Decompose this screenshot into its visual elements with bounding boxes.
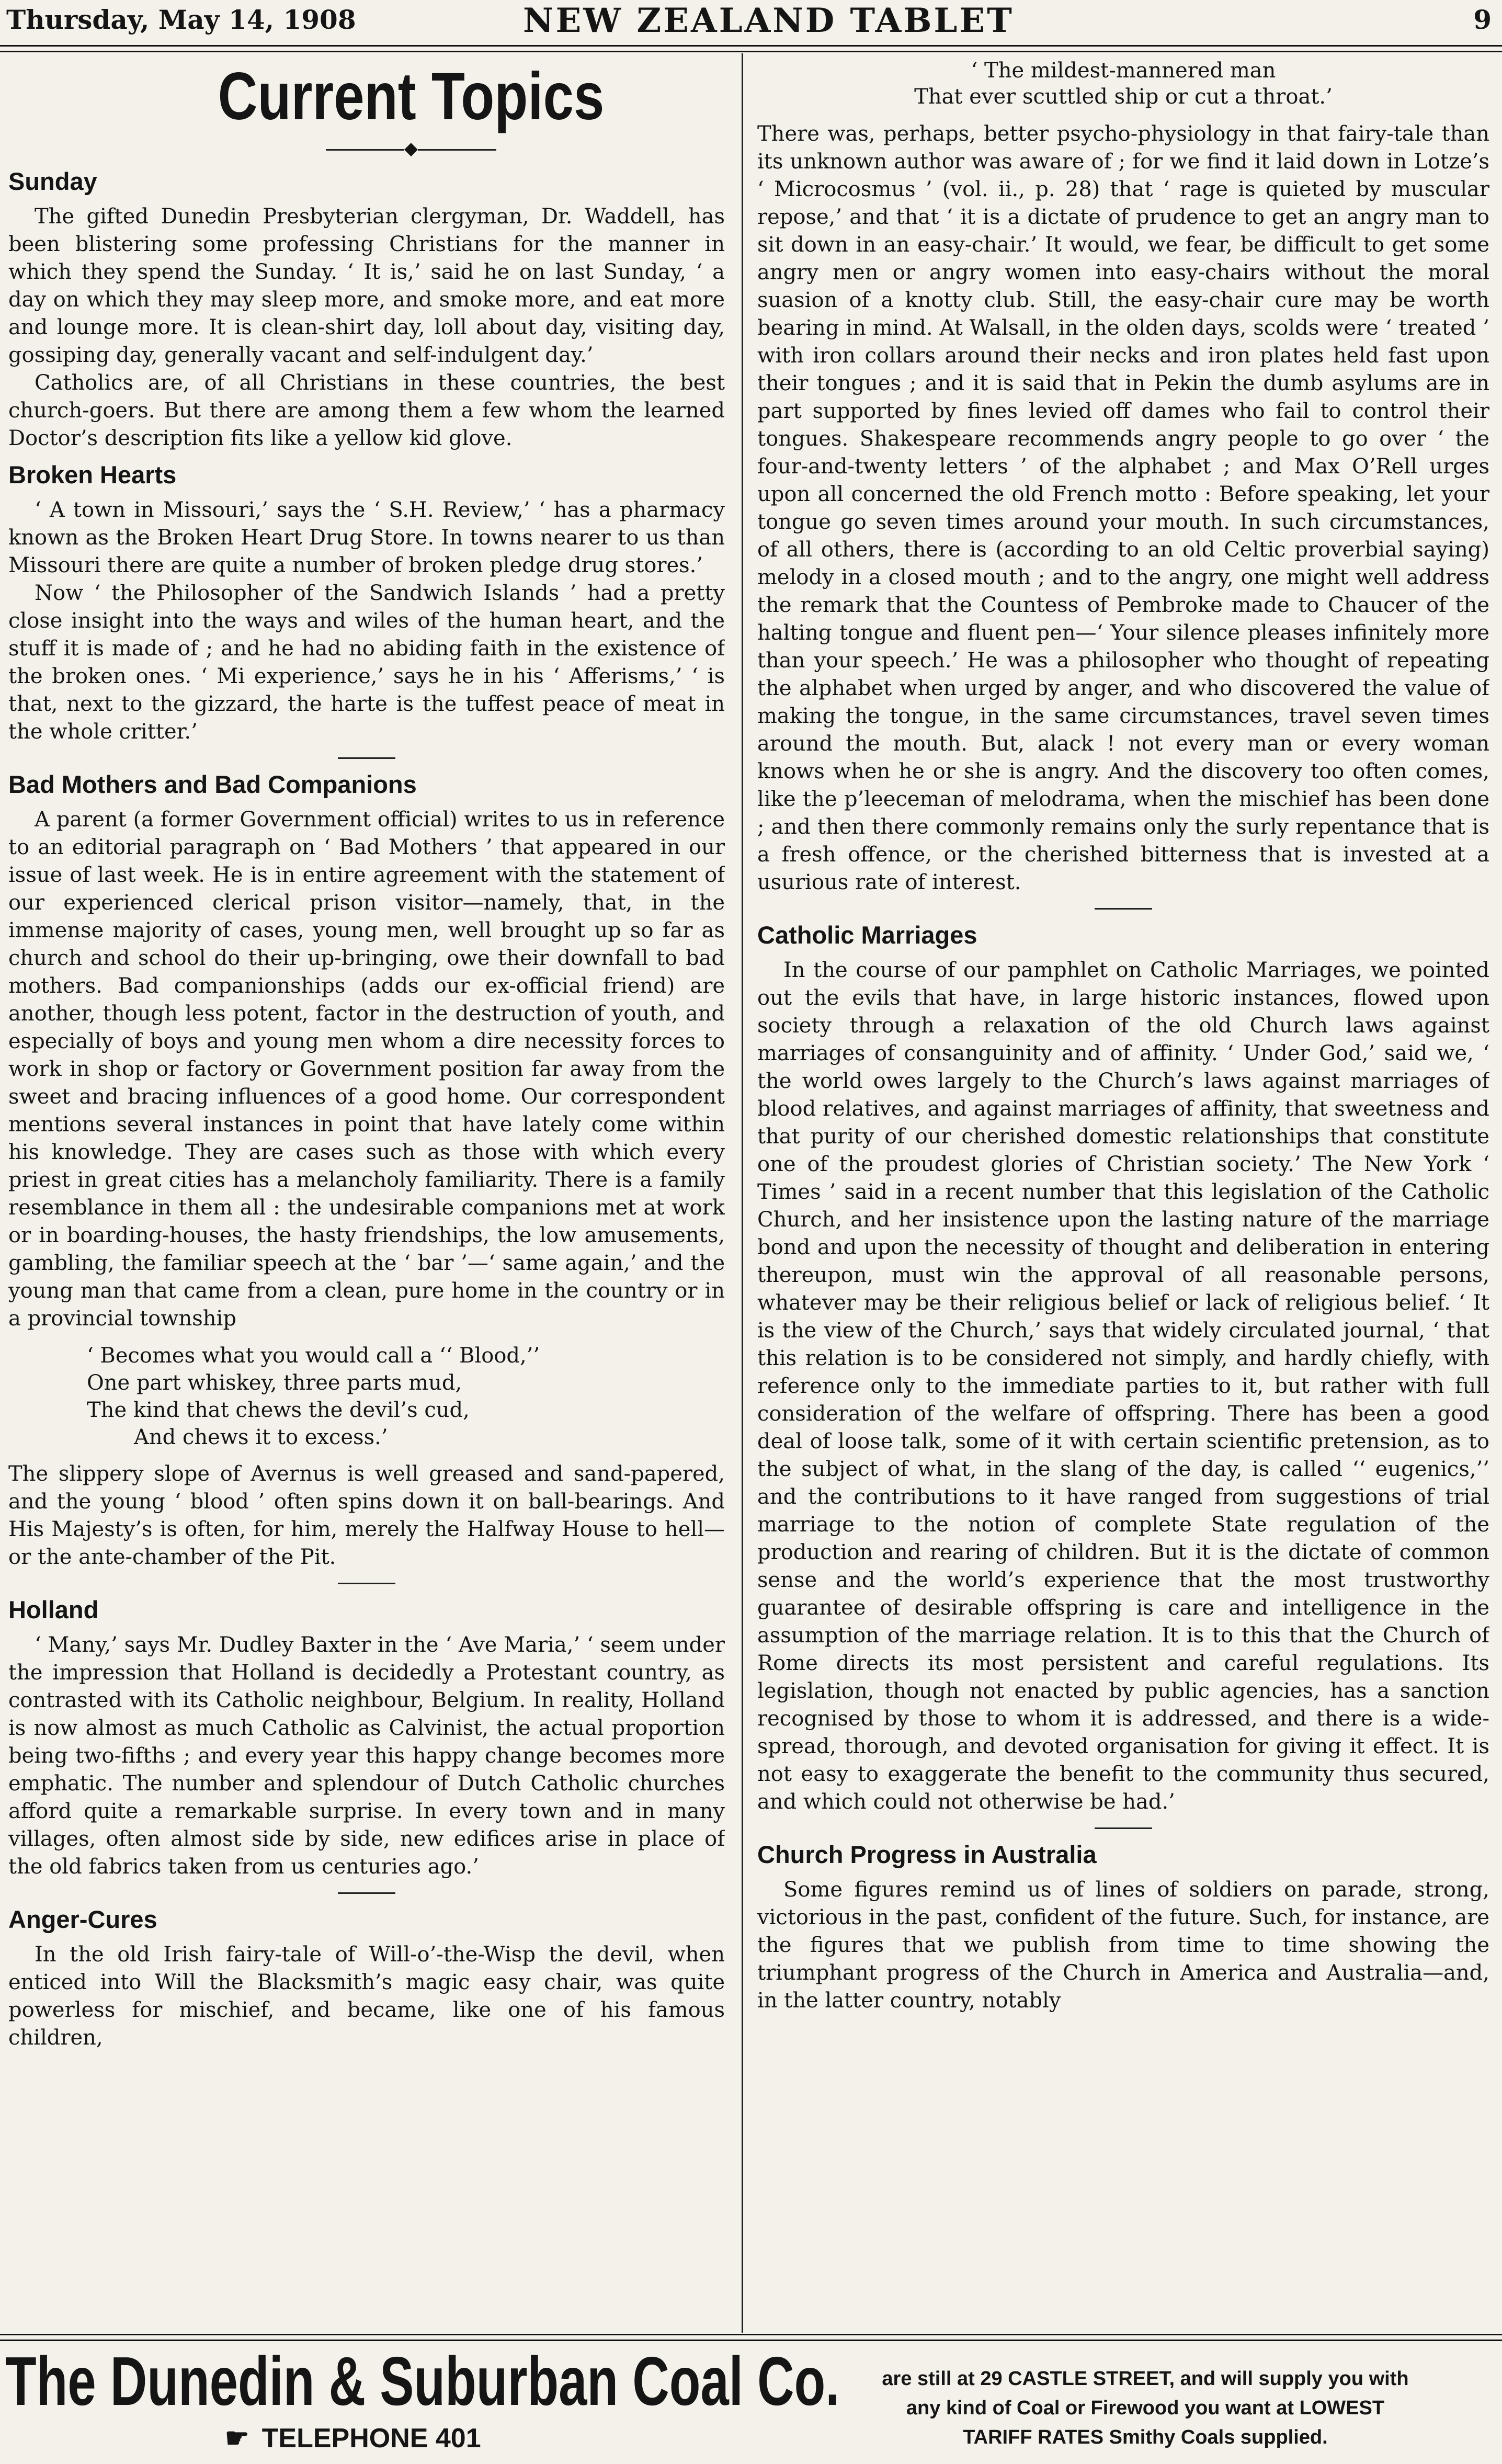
verse-line: And chews it to excess.’	[134, 1425, 388, 1449]
heading-bad-mothers: Bad Mothers and Bad Companions	[8, 770, 417, 798]
verse-line: ‘ Becomes what you would call a ‘‘ Blood,’’	[87, 1344, 540, 1368]
paragraph: ‘ A town in Missouri,’ says the ‘ S.H. Review,’ ‘ has a pharmacy known as the Broken Heart Drug Store. In towns nearer to us than Missouri there are quite a number of broken pledge drug stores.’	[8, 498, 725, 577]
verse-line: That ever scuttled ship or cut a throat.’	[914, 85, 1333, 109]
verse-quote	[757, 58, 1489, 110]
paragraph: A parent (a former Government official) writes to us in reference to an editorial paragraph on ‘ Bad Mothers ’ that appeared in our issue of last week. He is in entire agreement with the statement of our experienced clerical prison visitor—namely, that, in the immense majority of cases, young men, well brought up so far as church and school do their up-bringing, owe their downfall to bad mothers. Bad companionships (adds our ex-official friend) are another, though less potent, factor in the destruction of youth, and especially of boys and young men whom a dire necessity forces to work in shop or factory or Government position far away from the sweet and bracing influences of a good home. Our correspondent mentions several instances in point that have lately come within his knowledge. They are cases such as those with which every priest in great cities has a melancholy familiarity. There is a family resemblance in them all : the undesirable companions met at work or in boarding-houses, the hasty friendships, the low amusements, gambling, the familiar speech at the ‘ bar ’—‘ same again,’ and the young man that came from a clean, pure home in the country or in a provincial township	[8, 808, 725, 1331]
section-title: Current Topics	[218, 59, 605, 134]
paragraph: Some figures remind us of lines of soldiers on parade, strong, victorious in the past, confident of the future. Such, for instance, are the figures that we publish from time to time showing the triumphant progress of the Church in America and Australia—and, in the latter country, notably	[757, 1878, 1489, 2013]
advert-text	[805, 2364, 1485, 2452]
verse-line: The kind that chews the devil’s cud,	[87, 1398, 470, 1422]
right-column	[757, 52, 1489, 2333]
paragraph: Catholics are, of all Christians in these countries, the best church-goers. But there are among them a few whom the learned Doctor’s description fits like a yellow kid glove.	[8, 371, 725, 450]
paragraph: ‘ Many,’ says Mr. Dudley Baxter in the ‘ Ave Maria,’ ‘ seem under the impression that Holland is decidedly a Protestant country, as contrasted with its Catholic neighbour, Belgium. In reality, Holland is now almost as much Catholic as Calvinist, the actual proportion being two-fifths ; and every year this happy change becomes more emphatic. The number and splendour of Dutch Catholic churches afford quite a remarkable surprise. In every town and in many villages, often almost side by side, new edifices arise in place of the old fabrics taken from us centuries ago.’	[8, 1633, 725, 1879]
pointing-hand-icon: ☛	[225, 2423, 249, 2454]
advert-line: any kind of Coal or Firewood you want at LOWEST	[906, 2397, 1385, 2419]
paragraph: There was, perhaps, better psycho-physiology in that fairy-tale than its unknown author was aware of ; for we find it laid down in Lotze’s ‘ Microcosmus ’ (vol. ii., p. 28) that ‘ rage is quieted by muscular repose,’ and that ‘ it is a dictate of prudence to get an angry man to sit down in an easy-chair.’ It would, we fear, be difficult to get some angry men or angry women into easy-chairs without the moral suasion of a knotty club. Still, the easy-chair cure may be worth bearing in mind. At Walsall, in the olden days, scolds were ‘ treated ’ with iron collars around their necks and iron plates held fast upon their tongues ; and it is said that in Pekin the dumb asylums are in part supported by fines levied off dames who fail to control their tongues. Shakespeare recommends angry people to go over ‘ the four-and-twenty letters ’ of the alphabet ; and Max O’Rell urges upon all concerned the old French motto : Before speaking, let your tongue go seven times around your mouth. In such circumstances, of all others, there is (according to an old Celtic proverbial saying) melody in a closed mouth ; and to the angry, one might well address the remark that the Countess of Pembroke made to Chaucer of the halting tongue and fluent pen—‘ Your silence pleases infinitely more than your speech.’ He was a philosopher who thought of repeating the alphabet when urged by anger, and who discovered the value of making the tongue, in the same circumstances, travel seven times around the mouth. But, alack ! not every man or every woman knows when he or she is angry. And the discovery too often comes, like the p’leeceman of melodrama, when the mischief has been done ; and then there commonly remains only the surly repentance that is a fresh offence, or the cherished bitterness that is invested at a usurious rate of interest.	[757, 122, 1489, 894]
masthead	[0, 0, 1502, 46]
heading-sunday: Sunday	[8, 167, 97, 195]
advert-line: are still at 29 CASTLE STREET, and will supply you with	[882, 2368, 1409, 2390]
page-number: 9	[1473, 4, 1492, 35]
diamond-ornament-icon: ◆	[404, 138, 418, 159]
left-column	[8, 52, 725, 2333]
section-separator	[1095, 908, 1152, 910]
advert-line: TARIFF RATES Smithy Coals supplied.	[963, 2426, 1328, 2448]
paragraph: In the old Irish fairy-tale of Will-o’-the-Wisp the devil, when enticed into Will the Blacksmith’s magic easy chair, was quite powerless for mischief, and became, like one of his famous children,	[8, 1943, 725, 2050]
heading-catholic-marriages: Catholic Marriages	[757, 921, 977, 949]
footer-rule	[0, 2334, 1502, 2341]
verse-line: ‘ The mildest-mannered man	[971, 59, 1276, 83]
masthead-rule	[0, 45, 1502, 52]
column-divider	[742, 53, 743, 2333]
paragraph: Now ‘ the Philosopher of the Sandwich Islands ’ had a pretty close insight into the ways and wiles of the human heart, and the stuff it is made of ; and he had no abiding faith in the existence of the broken ones. ‘ Mi experience,’ says he in his ‘ Afferisms,’ ‘ is that, next to the gizzard, the harte is the tuffest peace of meat in the whole critter.’	[8, 581, 725, 744]
section-separator	[338, 1892, 395, 1894]
heading-church-progress: Church Progress in Australia	[757, 1841, 1097, 1868]
paragraph: The gifted Dunedin Presbyterian clergyman, Dr. Waddell, has been blistering some professing Christians for the manner in which they spend the Sunday. ‘ It is,’ said he on last Sunday, ‘ a day on which they may sleep more, and smoke more, and eat more and lounge more. It is clean-shirt day, loll about day, visiting day, gossiping day, generally vacant and self-indulgent day.’	[8, 205, 725, 367]
paragraph: In the course of our pamphlet on Catholic Marriages, we pointed out the evils that have, in large historic instances, flowed upon society through a relaxation of the old Church laws against marriages of consanguinity and of affinity. ‘ Under God,’ said we, ‘ the world owes largely to the Church’s laws against marriages of blood relatives, and against marriages of affinity, that sweetness and that purity of our cherished domestic relationships that constitute one of the proudest glories of Christian society.’ The New York ‘ Times ’ said in a recent number that this legislation of the Catholic Church, and her insistence upon the lasting nature of the marriage bond and upon the necessity of thought and deliberation in entering thereupon, must win the approval of all reasonable persons, whatever may be their religious belief or lack of religious belief. ‘ It is the view of the Church,’ says that widely circulated journal, ‘ that this relation is to be considered not simply, and hardly chiefly, with reference only to the immediate parties to it, but rather with full consideration of the welfare of offspring. There has been a good deal of loose talk, some of it with certain scientific pretension, as to the subject of what, in the slang of the day, is called ‘‘ eugenics,’’ and the contributions to it have ranged from suggestions of trial marriage to the notion of complete State regulation of the production and rearing of children. But it is the dictate of common sense and the world’s experience that the most trustworthy guarantee of desirable offspring is care and intelligence in the assumption of the marriage relation. It is to this that the Church of Rome directs its most persistent and careful regulations. Its legislation, though not enacted by public agencies, has a sanction recognised by those to whom it is addressed, and there is a wide-spread, thorough, and devoted organisation for giving it effect. It is not easy to exaggerate the benefit to the community thus secured, and which could not otherwise be had.’	[757, 958, 1489, 1814]
section-separator	[338, 1583, 395, 1584]
paragraph: The slippery slope of Avernus is well greased and sand-papered, and the young ‘ blood ’ often spins down it on ball-bearings. And His Majesty’s is often, for him, merely the Halfway House to hell—or the ante-chamber of the Pit.	[8, 1462, 725, 1569]
verse-quote	[87, 1342, 725, 1451]
newspaper-title: NEW ZEALAND TABLET	[523, 1, 1014, 40]
section-separator	[338, 757, 395, 759]
issue-date: Thursday, May 14, 1908	[6, 4, 356, 35]
heading-holland: Holland	[8, 1596, 99, 1623]
title-ornament	[97, 138, 725, 159]
verse-line: One part whiskey, three parts mud,	[87, 1371, 462, 1395]
section-separator	[1095, 1827, 1152, 1829]
telephone-number: TELEPHONE 401	[261, 2423, 481, 2454]
heading-broken-hearts: Broken Hearts	[8, 461, 177, 489]
heading-anger-cures: Anger-Cures	[8, 1905, 157, 1933]
advertiser-name: The Dunedin & Suburban Coal Co.	[5, 2343, 840, 2420]
advert-telephone	[225, 2422, 481, 2455]
